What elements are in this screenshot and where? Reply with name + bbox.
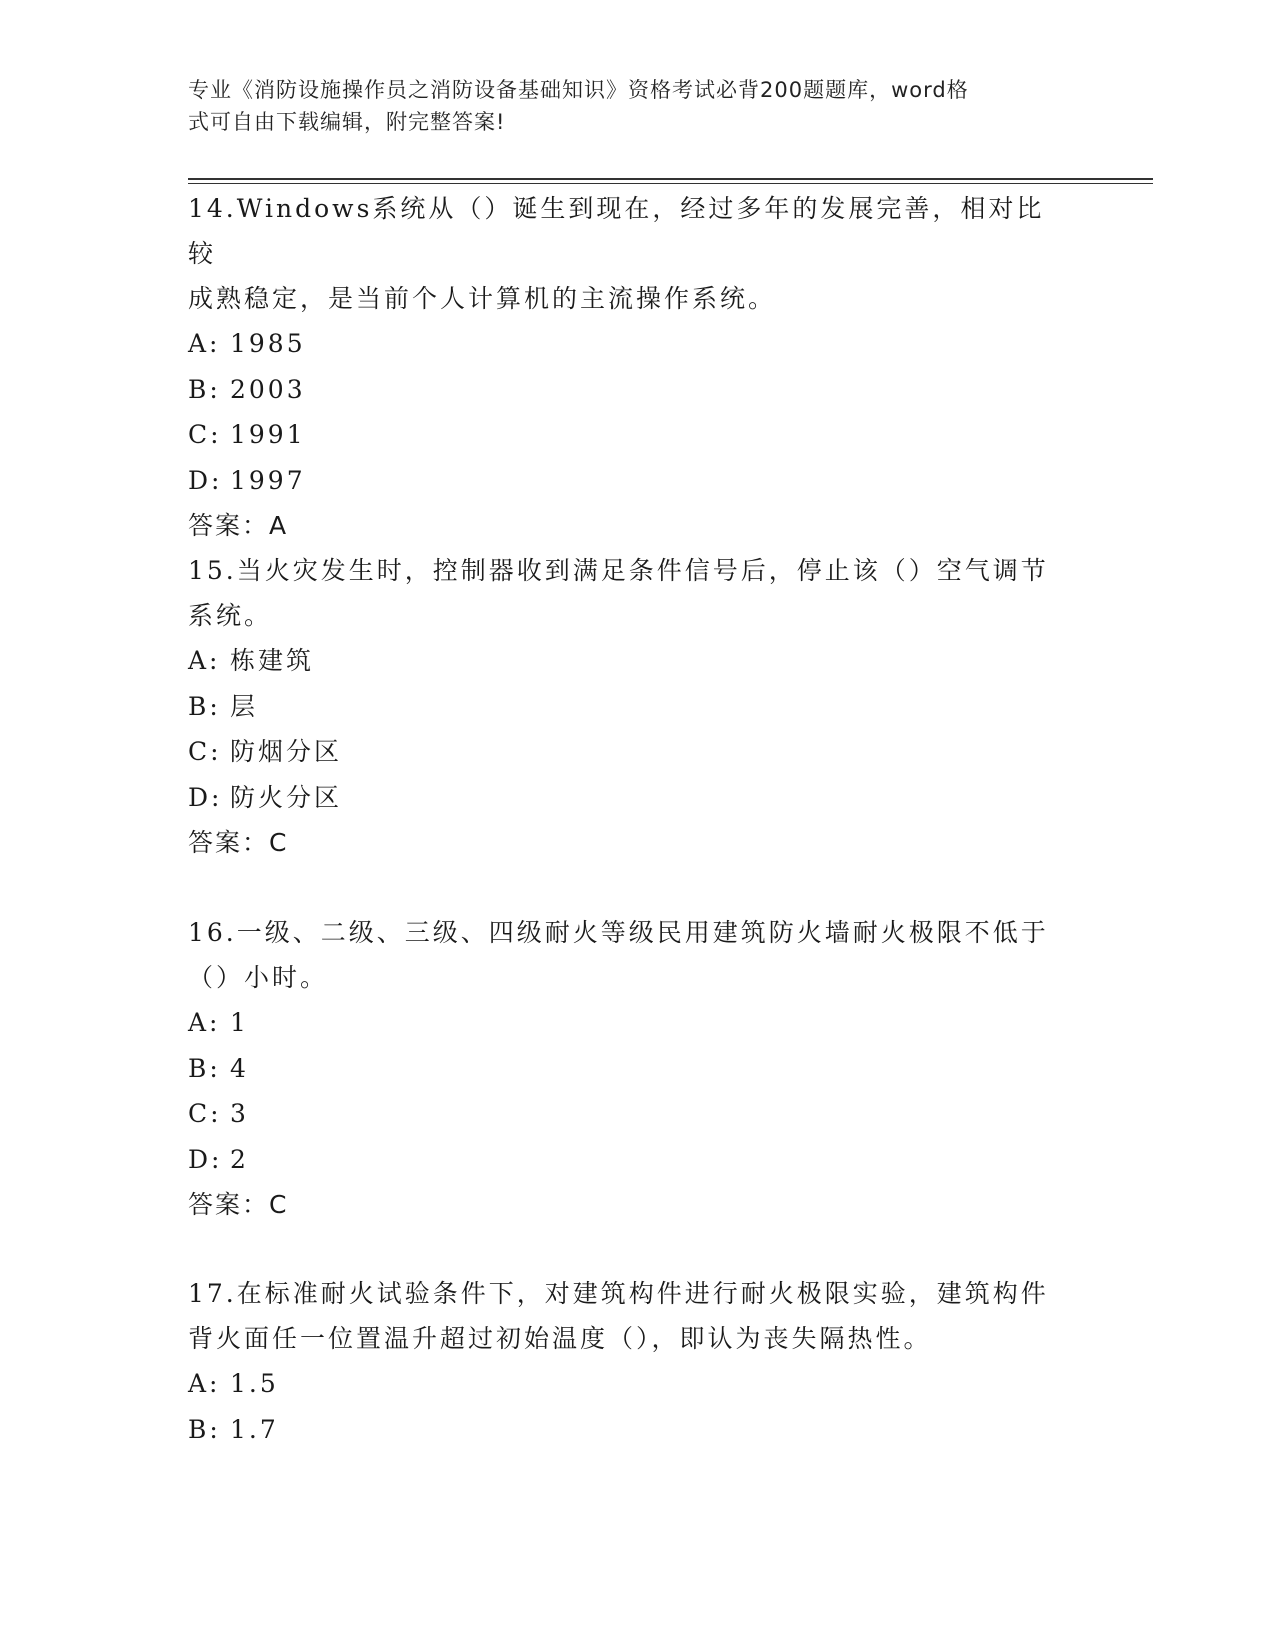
document-header: [188, 74, 1068, 138]
option-label: B:: [188, 374, 221, 404]
option-a: [188, 1361, 1068, 1407]
question-15: [188, 548, 1068, 865]
header-divider-thin: [188, 183, 1153, 184]
option-label: A:: [188, 646, 221, 675]
option-text: 1.7: [230, 1414, 279, 1444]
option-text: 层: [230, 691, 259, 721]
option-text: 3: [230, 1099, 249, 1128]
option-label: C:: [188, 1099, 222, 1128]
question-text-line-2: 背火面任一位置温升超过初始温度（），即认为丧失隔热性。: [188, 1324, 932, 1353]
option-text: 1: [230, 1008, 249, 1037]
option-text: 防火分区: [230, 782, 343, 812]
question-text-line-1: 17.在标准耐火试验条件下，对建筑构件进行耐火极限实验，建筑构件: [188, 1279, 1049, 1308]
option-d: [188, 458, 1068, 504]
question-text-line-1: 14.Windows系统从（）诞生到现在，经过多年的发展完善，相对比较: [188, 194, 1045, 268]
option-b: [188, 1046, 1068, 1092]
option-label: A:: [188, 1369, 221, 1398]
answer-line: 答案：C: [188, 1190, 289, 1219]
option-c: [188, 1091, 1068, 1137]
option-b: [188, 684, 1068, 730]
option-text: 1.5: [230, 1369, 279, 1398]
option-text: 4: [230, 1053, 249, 1083]
option-a: [188, 321, 1068, 367]
question-14: [188, 186, 1068, 548]
option-b: [188, 1407, 1068, 1453]
option-label: D:: [188, 782, 223, 812]
option-text: 1991: [230, 420, 306, 449]
question-text-line-1: 16.一级、二级、三级、四级耐火等级民用建筑防火墙耐火极限不低于: [188, 918, 1049, 947]
option-label: A:: [188, 1008, 221, 1037]
option-text: 1985: [230, 329, 306, 358]
header-line-2: 式可自由下载编辑，附完整答案!: [188, 110, 506, 134]
option-label: C:: [188, 737, 222, 766]
option-label: B:: [188, 691, 221, 721]
header-divider-thick: [188, 178, 1153, 180]
header-line-1: 专业《消防设施操作员之消防设备基础知识》资格考试必背200题题库，word格: [188, 78, 969, 102]
question-text-line-2: （）小时。: [188, 963, 329, 992]
question-text-line-2: 成熟稳定，是当前个人计算机的主流操作系统。: [188, 284, 777, 313]
option-a: [188, 638, 1068, 684]
option-label: B:: [188, 1414, 221, 1444]
option-b: [188, 367, 1068, 413]
option-label: B:: [188, 1053, 221, 1083]
option-text: 2: [230, 1144, 249, 1174]
option-text: 1997: [230, 465, 306, 495]
option-d: [188, 1137, 1068, 1183]
option-label: A:: [188, 329, 221, 358]
option-text: 防烟分区: [230, 737, 343, 766]
option-label: C:: [188, 420, 222, 449]
option-d: [188, 775, 1068, 821]
question-17: [188, 1271, 1068, 1452]
option-a: [188, 1000, 1068, 1046]
option-c: [188, 729, 1068, 775]
option-c: [188, 412, 1068, 458]
option-text: 栋建筑: [230, 646, 315, 675]
question-16: [188, 910, 1068, 1227]
answer-line: 答案：A: [188, 511, 289, 540]
option-text: 2003: [230, 374, 306, 404]
option-label: D:: [188, 465, 223, 495]
question-text-line-2: 系统。: [188, 601, 273, 630]
question-text-line-1: 15.当火灾发生时，控制器收到满足条件信号后，停止该（）空气调节: [188, 556, 1049, 585]
answer-line: 答案：C: [188, 828, 289, 857]
option-label: D:: [188, 1144, 223, 1174]
